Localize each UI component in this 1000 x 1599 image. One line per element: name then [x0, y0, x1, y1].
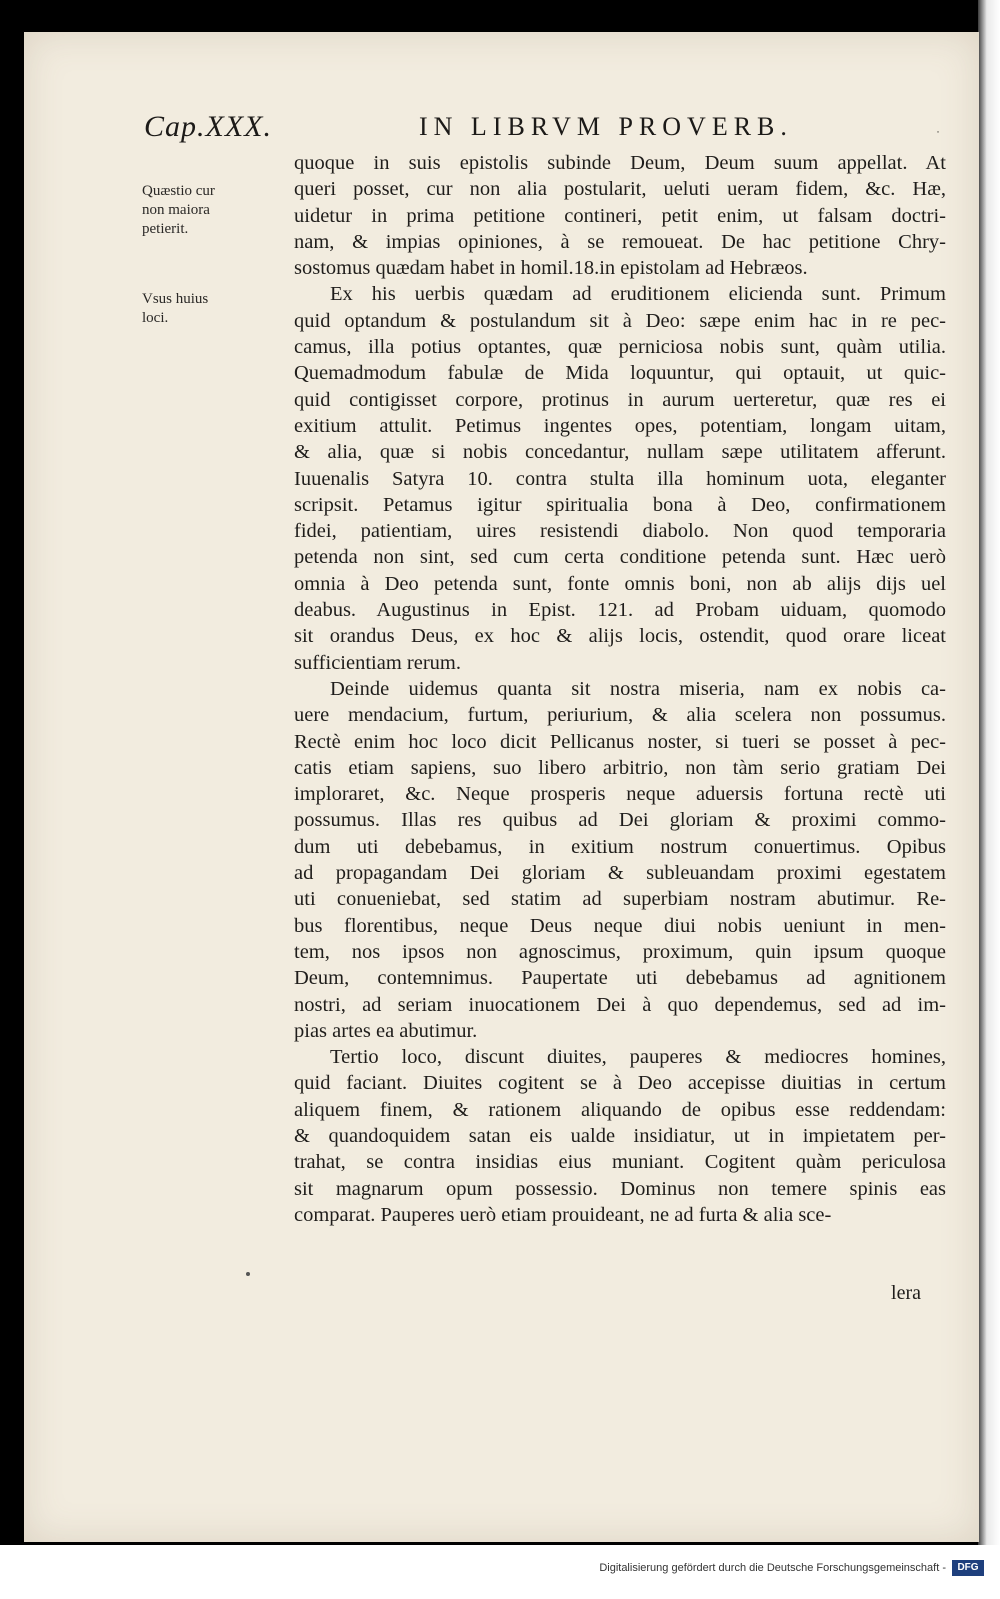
chapter-label: Cap.XXX.: [144, 110, 272, 143]
margin-note-usage: [142, 290, 272, 328]
header-mark: ˙: [936, 128, 940, 142]
catchword: lera: [891, 1282, 921, 1304]
margin-note-line: petierit.: [142, 221, 189, 237]
text-line: dum uti debebamus, in exitium nostrum conuertimus. Opibus: [294, 835, 946, 858]
paragraph: [294, 150, 946, 281]
text-line: quid faciant. Diuites cogitent se à Deo accepisse diuitias in certum: [294, 1072, 946, 1095]
footer: [0, 1545, 1000, 1599]
text-line: Quemadmodum fabulæ de Mida loquuntur, qui optauit, ut quic-: [294, 362, 946, 385]
paragraph: [294, 676, 946, 1044]
text-line: tem, nos ipsos non agnoscimus, proximum, quin ipsum quoque: [294, 940, 946, 963]
body-text: [294, 150, 946, 1228]
text-line: & alia, quæ si nobis concedantur, nullam sæpe utilitatem afferunt.: [294, 441, 946, 464]
text-line: camus, illa potius optantes, quæ perniciosa nobis sunt, quàm utilia.: [294, 336, 946, 359]
margin-note-line: Vsus huius: [142, 291, 209, 307]
text-line: queri posset, cur non alia postularit, ueluti ueram fidem, &c. Hæ,: [294, 178, 946, 201]
text-line: uti conueniebat, sed statim ad superbiam nostram abutimur. Re-: [294, 888, 946, 911]
text-line: exitium attulit. Petimus ingentes opes, potentiam, longam uitam,: [294, 414, 946, 437]
margin-note-line: non maiora: [142, 202, 210, 218]
text-line: uidetur in prima petitione contineri, petit enim, ut falsam doctri-: [294, 204, 946, 227]
text-line: nostri, ad seriam inuocationem Dei à quo dependemus, sed ad im-: [294, 993, 946, 1016]
text-line: uere mendacium, furtum, periurium, & alia scelera non possumus.: [294, 704, 946, 727]
text-line: pias artes ea abutimur.: [294, 1019, 478, 1042]
text-line: quid optandum & postulandum sit à Deo: sæpe enim hac in re pec-: [294, 309, 946, 332]
text-line: aliquem finem, & rationem aliquando de opibus esse reddendam:: [294, 1098, 946, 1121]
text-line: Deinde uidemus quanta sit nostra miseria, nam ex nobis ca-: [330, 677, 946, 700]
text-line: Ex his uerbis quædam ad eruditionem elicienda sunt. Primum: [330, 283, 946, 306]
footer-credit: Digitalisierung gefördert durch die Deutsche Forschungsgemeinschaft -: [599, 1562, 946, 1574]
page-header: [144, 110, 944, 150]
margin-note-question: [142, 182, 272, 239]
text-line: fidei, patientiam, uires resistendi diabolo. Non quod temporaria: [294, 520, 946, 543]
paragraph: [294, 1044, 946, 1228]
text-line: sufficientiam rerum.: [294, 651, 461, 674]
text-line: petenda non sint, sed cum certa conditione petenda sunt. Hæc uerò: [294, 546, 946, 569]
text-line: catis etiam sapiens, suo libero arbitrio, non tàm serio gratiam Dei: [294, 756, 946, 779]
ink-dot: [246, 1272, 250, 1276]
text-line: Iuuenalis Satyra 10. contra stulta illa hominum uota, eleganter: [294, 467, 946, 490]
paragraph: [294, 281, 946, 675]
text-line: comparat. Pauperes uerò etiam prouideant, ne ad furta & alia sce-: [294, 1203, 832, 1226]
margin-note-line: Quæstio cur: [142, 183, 215, 199]
dfg-logo: DFG: [952, 1560, 984, 1576]
scan-edge: [978, 0, 1000, 1599]
text-line: Rectè enim hoc loco dicit Pellicanus noster, si tueri se posset à pec-: [294, 730, 946, 753]
text-line: bus florentibus, neque Deus neque diui nobis ueniunt in men-: [294, 914, 946, 937]
text-line: sostomus quædam habet in homil.18.in epistolam ad Hebræos.: [294, 257, 808, 280]
text-line: sit orandus Deus, ex hoc & alijs locis, ostendit, quod orare liceat: [294, 625, 946, 648]
text-line: ad propagandam Dei gloriam & subleuandam proximi egestatem: [294, 862, 946, 885]
text-line: scripsit. Petamus igitur spiritualia bona à Deo, confirmationem: [294, 493, 946, 516]
text-line: Tertio loco, discunt diuites, pauperes & mediocres homines,: [330, 1046, 946, 1069]
text-line: possumus. Illas res quibus ad Dei gloriam & proximi commo-: [294, 809, 946, 832]
text-line: trahat, se contra insidias eius muniant. Cogitent quàm periculosa: [294, 1151, 946, 1174]
text-line: Deum, contemnimus. Paupertate uti debebamus ad agnitionem: [294, 967, 946, 990]
text-line: imploraret, &c. Neque prosperis neque aduersis fortuna rectè uti: [294, 783, 946, 806]
text-line: & quandoquidem satan eis ualde insidiatur, ut in impietatem per-: [294, 1124, 946, 1147]
running-title: IN LIBRVM PROVERB.: [419, 112, 793, 141]
text-line: sit magnarum opum possessio. Dominus non temere spinis eas: [294, 1177, 946, 1200]
book-page: [24, 32, 979, 1542]
text-line: omnia à Deo petenda sunt, fonte omnis boni, non ab alijs dijs uel: [294, 572, 946, 595]
text-line: quid contigisset corpore, protinus in aurum uerteretur, quæ res ei: [294, 388, 946, 411]
text-line: nam, & impias opiniones, à se remoueat. De hac petitione Chry-: [294, 230, 946, 253]
text-line: deabus. Augustinus in Epist. 121. ad Probam uiduam, quomodo: [294, 599, 946, 622]
margin-note-line: loci.: [142, 310, 169, 326]
text-line: quoque in suis epistolis subinde Deum, Deum suum appellat. At: [294, 152, 946, 174]
